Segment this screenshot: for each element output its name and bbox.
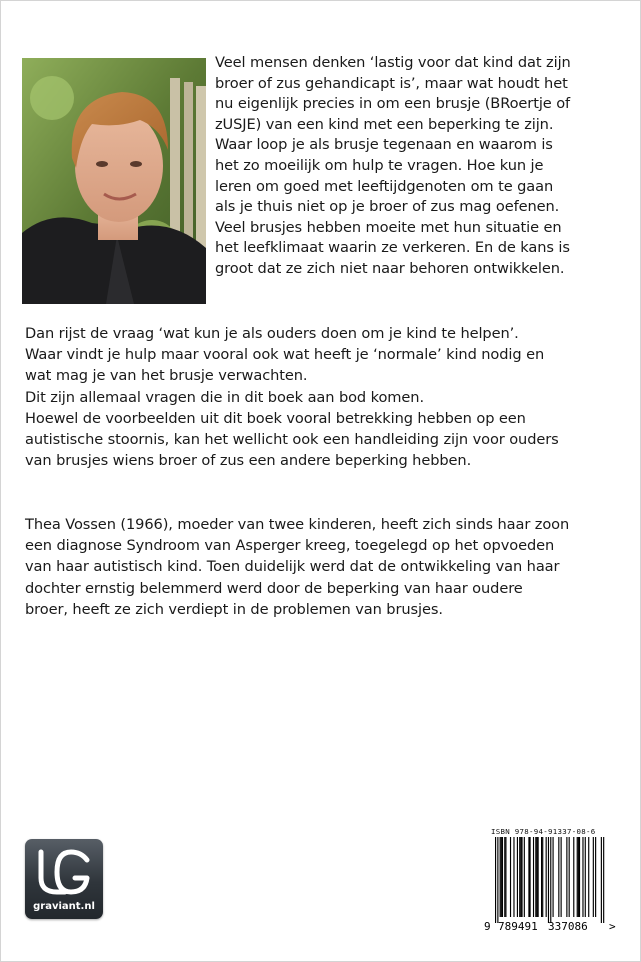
intro-line: zUSJE) van een kind met een beperking te zijn. bbox=[215, 115, 554, 133]
intro-line: Veel mensen denken ‘lastig voor dat kind dat zijn bbox=[215, 54, 571, 71]
intro-line: Waar loop je als brusje tegenaan en waarom is bbox=[215, 136, 553, 154]
barcode-bar bbox=[505, 837, 506, 917]
description-line: Dan rijst de vraag ‘wat kun je als ouders doen om je kind te helpen’. bbox=[25, 325, 519, 342]
barcode-bar bbox=[497, 837, 498, 923]
intro-line: het zo moeilijk om hulp te vragen. Hoe kun je bbox=[215, 156, 544, 174]
intro-line: als je thuis niet op je broer of zus mag oefenen. bbox=[215, 198, 560, 216]
bio-line: Thea Vossen (1966), moeder van twee kinderen, heeft zich sinds haar zoon bbox=[25, 516, 570, 533]
barcode-bar bbox=[524, 837, 525, 917]
barcode-bar bbox=[504, 837, 505, 917]
barcode-bar bbox=[530, 837, 531, 917]
description-line: wat mag je van het brusje verwachten. bbox=[25, 367, 308, 385]
barcode-bar bbox=[558, 837, 559, 917]
intro-line: nu eigenlijk precies in om een brusje (BRoertje of bbox=[215, 95, 571, 113]
barcode-bar bbox=[553, 837, 554, 917]
isbn-label: ISBN 978-94-91337-08-6 bbox=[491, 827, 596, 836]
graviant-logo-icon bbox=[35, 848, 93, 898]
description-line: Waar vindt je hulp maar vooral ook wat heeft je ‘normale’ kind nodig en bbox=[25, 346, 545, 364]
barcode-bar bbox=[601, 837, 602, 923]
barcode-bar bbox=[548, 837, 549, 923]
author-photo bbox=[22, 58, 206, 304]
barcode-digits-right: 337086 bbox=[548, 920, 588, 933]
bio-line: broer, heeft ze zich verdiept in de problemen van brusjes. bbox=[25, 600, 443, 618]
book-description bbox=[25, 323, 625, 471]
publisher-name: graviant.nl bbox=[33, 901, 95, 912]
barcode-bar bbox=[510, 837, 511, 917]
intro-line: broer of zus gehandicapt is’, maar wat houdt het bbox=[215, 74, 568, 92]
barcode-bar bbox=[517, 837, 518, 917]
barcode-bar bbox=[536, 837, 537, 917]
barcode-bar bbox=[538, 837, 539, 917]
barcode-bar bbox=[577, 837, 578, 917]
barcode-bar bbox=[541, 837, 542, 917]
barcode-bar bbox=[561, 837, 562, 917]
description-line: Dit zijn allemaal vragen die in dit boek aan bod komen. bbox=[25, 388, 424, 406]
barcode-bar bbox=[500, 837, 501, 917]
barcode-bar bbox=[533, 837, 534, 917]
bio-line: een diagnose Syndroom van Asperger kreeg, toegelegd op het opvoeden bbox=[25, 537, 555, 555]
isbn-barcode bbox=[482, 837, 622, 933]
barcode-quiet-mark: > bbox=[609, 920, 616, 933]
barcode-bar bbox=[513, 837, 514, 917]
barcode-bar bbox=[579, 837, 580, 917]
bio-line: van haar autistisch kind. Toen duidelijk werd dat de ontwikkeling van haar bbox=[25, 558, 560, 576]
barcode-bar bbox=[593, 837, 594, 917]
barcode-bar bbox=[566, 837, 567, 917]
intro-text bbox=[215, 53, 627, 280]
intro-line: Veel brusjes hebben moeite met hun situatie en bbox=[215, 218, 562, 236]
barcode-bar bbox=[528, 837, 529, 917]
barcode-digit-first: 9 bbox=[484, 920, 491, 933]
description-line: autistische stoornis, kan het wellicht ook een handleiding zijn voor ouders bbox=[25, 431, 559, 449]
author-bio bbox=[25, 514, 625, 620]
barcode-bar bbox=[595, 837, 596, 917]
barcode-bar bbox=[535, 837, 536, 917]
barcode-bar bbox=[501, 837, 502, 917]
barcode-bar bbox=[603, 837, 604, 923]
description-line: van brusjes wiens broer of zus een andere beperking hebben. bbox=[25, 452, 472, 470]
barcode-digits-left: 789491 bbox=[498, 920, 538, 933]
barcode-bar bbox=[519, 837, 520, 917]
barcode-bar bbox=[542, 837, 543, 917]
intro-line: groot dat ze zich niet naar behoren ontwikkelen. bbox=[215, 259, 565, 277]
bio-line: dochter ernstig belemmerd werd door de beperking van haar oudere bbox=[25, 579, 523, 597]
barcode-bar bbox=[550, 837, 551, 923]
barcode-bar bbox=[502, 837, 503, 917]
barcode-bar bbox=[495, 837, 496, 923]
intro-line: het leefklimaat waarin ze verkeren. En de kans is bbox=[215, 239, 570, 257]
barcode-bar bbox=[573, 837, 574, 917]
barcode-bar bbox=[585, 837, 586, 917]
author-portrait-image bbox=[22, 58, 206, 304]
barcode-bar bbox=[588, 837, 589, 917]
barcode-bar bbox=[569, 837, 570, 917]
barcode-bar bbox=[521, 837, 522, 917]
barcode-bar bbox=[546, 837, 547, 917]
intro-line: leren om goed met leeftijdgenoten om te gaan bbox=[215, 177, 554, 195]
barcode-bar bbox=[578, 837, 579, 917]
barcode-bar bbox=[582, 837, 583, 917]
publisher-logo bbox=[25, 839, 103, 919]
barcode-bar bbox=[520, 837, 521, 917]
description-line: Hoewel de voorbeelden uit dit boek vooral betrekking hebben op een bbox=[25, 409, 526, 427]
